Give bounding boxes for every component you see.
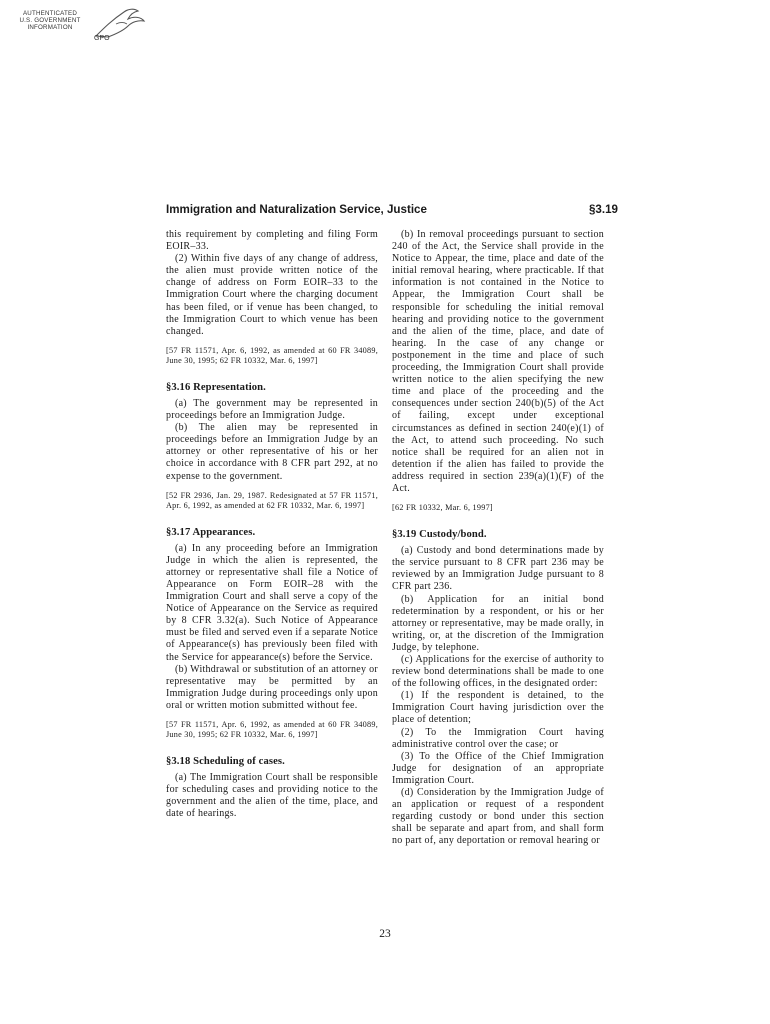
paragraph: (c) Applications for the exercise of authority to review bond determinations shall be made to one of the following offices, in the designated order: xyxy=(392,654,604,690)
section-heading: §3.16 Representation. xyxy=(166,381,266,393)
citation: [62 FR 10332, Mar. 6, 1997] xyxy=(392,503,493,513)
gpo-authentication-badge xyxy=(10,6,150,46)
paragraph: this requirement by completing and filing Form EOIR–33. xyxy=(166,229,378,253)
paragraph: (3) To the Office of the Chief Immigration Judge for designation of an appropriate Immigration Court. xyxy=(392,750,604,786)
citation: [52 FR 2936, Jan. 29, 1987. Redesignated at 57 FR 11571, Apr. 6, 1992, as amended at 62 FR 10332, Mar. 6, 1997] xyxy=(166,490,378,510)
section-heading: §3.17 Appearances. xyxy=(166,526,256,538)
section-heading: §3.19 Custody/bond. xyxy=(392,529,487,541)
right-column xyxy=(392,229,604,848)
paragraph: (d) Consideration by the Immigration Judge of an application or request of a respondent regarding custody or bond under this section shall be separate and apart from, and shall form no part of, any deportation or removal hearing or xyxy=(392,787,604,847)
paragraph: (a) The Immigration Court shall be responsible for scheduling cases and providing notice to the government and the alien of the time, place, and date of hearings. xyxy=(166,772,378,820)
paragraph: (b) Application for an initial bond redetermination by a respondent, or his or her attorney or representative, may be made orally, in writing, or, at the discretion of the Immigration Judge, by telephone. xyxy=(392,593,604,653)
paragraph: (b) The alien may be represented in proceedings before an Immigration Judge by an attorney or other representative of his or her choice in accordance with 8 CFR part 292, at no expense to the government. xyxy=(166,422,378,482)
badge-line: INFORMATION xyxy=(27,24,73,31)
running-head xyxy=(166,203,618,219)
badge-line: U.S. GOVERNMENT xyxy=(19,17,81,24)
paragraph: (a) The government may be represented in proceedings before an Immigration Judge. xyxy=(166,397,378,422)
page-number: 23 xyxy=(379,928,391,940)
running-head-title: Immigration and Naturalization Service, Justice xyxy=(166,203,427,216)
paragraph: (2) Within five days of any change of address, the alien must provide written notice of the change of address on Form EOIR–33 to the Immigration Court where the charging document has been filed, or if venue has been changed, to the Immigration Court to which venue has been changed. xyxy=(166,253,378,337)
left-column xyxy=(166,229,378,820)
paragraph: (a) In any proceeding before an Immigration Judge in which the alien is represented, the attorney or representative shall file a Notice of Appearance on Form EOIR–28 with the Immigration Court and shall serve a copy of the Notice of Appearance on the Service as required by 8 CFR 3.32(a). Such Notice of Appearance must be filed and served even if a separate Notice of Appearance(s) has previously been filed with the Service for appearance(s) before the Service. xyxy=(166,542,378,663)
citation: [57 FR 11571, Apr. 6, 1992, as amended at 60 FR 34089, June 30, 1995; 62 FR 10332, Mar. 6, 1997] xyxy=(166,720,378,739)
paragraph: (2) To the Immigration Court having administrative control over the case; or xyxy=(392,726,604,750)
citation: [57 FR 11571, Apr. 6, 1992, as amended at 60 FR 34089, June 30, 1995; 62 FR 10332, Mar. 6, 1997] xyxy=(166,345,378,365)
paragraph: (1) If the respondent is detained, to the Immigration Court having jurisdiction over the place of detention; xyxy=(392,690,604,726)
paragraph: (b) Withdrawal or substitution of an attorney or representative may be permitted by an Immigration Judge during proceedings only upon oral or written motion submitted without fee. xyxy=(166,663,378,711)
paragraph: (a) Custody and bond determinations made by the service pursuant to 8 CFR part 236 may be reviewed by an Immigration Judge pursuant to 8 CFR part 236. xyxy=(392,545,604,593)
running-head-section: §3.19 xyxy=(588,203,618,216)
badge-gpo: GPO xyxy=(94,35,110,42)
paragraph: (b) In removal proceedings pursuant to section 240 of the Act, the Service shall provide in the Notice to Appear, the time, place and date of the initial removal hearing, where practicable. If that information is not contained in the Notice to Appear, the Immigration Court shall be responsible for scheduling the initial removal hearing and providing notice to the government and the alien of the time, place, and date of hearing. In the case of any change or postponement in the time and place of such proceeding, the Immigration Court shall provide written notice to the alien specifying the new time and place of the proceeding and the consequences under section 240(b)(5) of the Act of failing, except under exceptional circumstances as defined in section 240(e)(1) of the Act, to attend such proceeding. No such notice shall be required for an alien not in detention if the alien has failed to provide the address required in section 239(a)(1)(F) of the Act. xyxy=(392,229,604,494)
section-heading: §3.18 Scheduling of cases. xyxy=(166,756,285,767)
badge-line: AUTHENTICATED xyxy=(22,10,78,17)
